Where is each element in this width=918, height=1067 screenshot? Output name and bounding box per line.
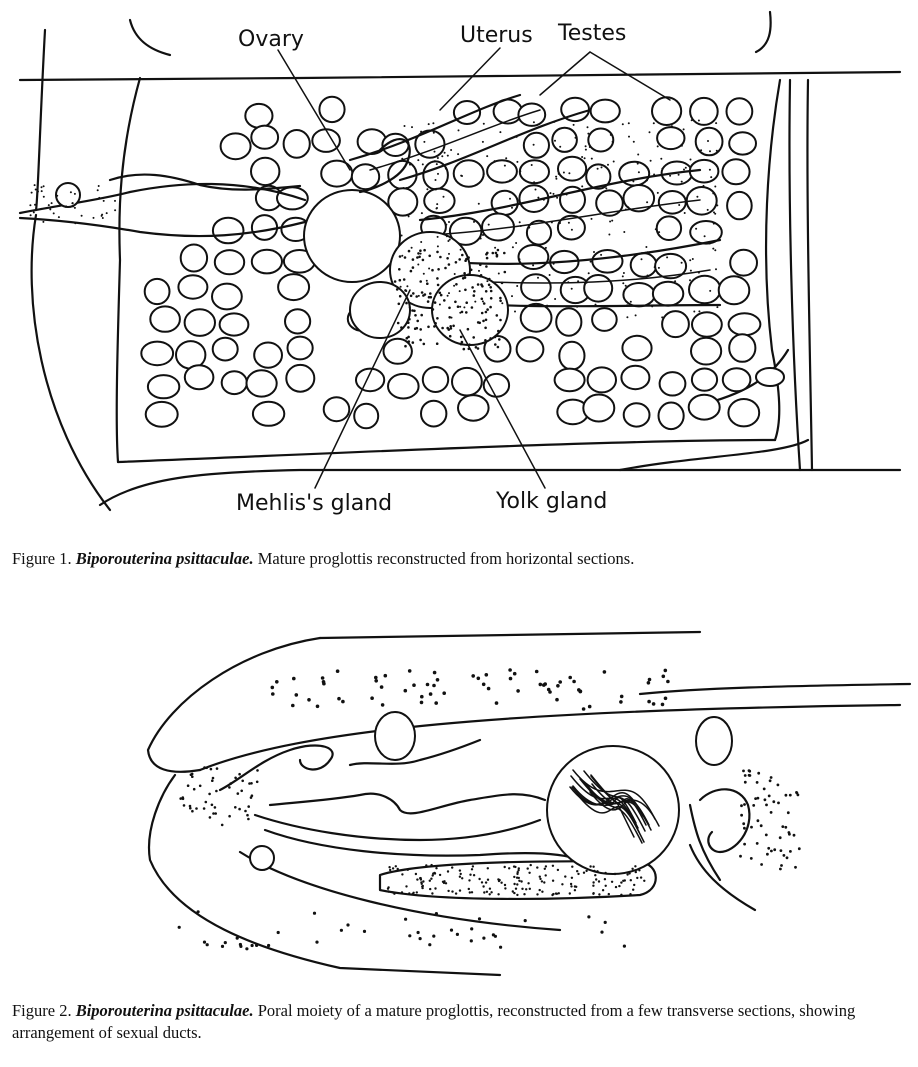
label-mehlis-gland: Mehlis's gland bbox=[236, 491, 393, 516]
label-ovary: Ovary bbox=[238, 27, 304, 52]
vitelline-follicle bbox=[375, 712, 415, 760]
figure-1-caption bbox=[12, 548, 902, 570]
caption-2-species: Biporouterina psittaculae. bbox=[75, 1001, 254, 1020]
caption-2-prefix: Figure 2. bbox=[12, 1001, 72, 1020]
caption-2-text: Poral moiety of a mature proglottis, reconstructed from a few transverse sections, showing arrangement of sexual ducts. bbox=[12, 1001, 856, 1042]
proglottis-outline bbox=[148, 632, 910, 975]
caption-1-text: Mature proglottis reconstructed from horizontal sections. bbox=[257, 549, 635, 568]
figure-2-diagram bbox=[0, 590, 918, 990]
label-yolk-gland: Yolk gland bbox=[496, 489, 608, 514]
seminal-receptacle bbox=[690, 789, 755, 910]
stipple-texture bbox=[178, 668, 801, 950]
ovary-body bbox=[304, 190, 400, 282]
figure-2-caption bbox=[12, 1000, 902, 1044]
label-uterus: Uterus bbox=[460, 23, 533, 48]
caption-1-species: Biporouterina psittaculae. bbox=[75, 549, 254, 568]
excretory-pore bbox=[250, 846, 274, 870]
label-testes: Testes bbox=[558, 21, 627, 46]
vitelline-follicle-2 bbox=[696, 717, 732, 765]
caption-1-prefix: Figure 1. bbox=[12, 549, 72, 568]
